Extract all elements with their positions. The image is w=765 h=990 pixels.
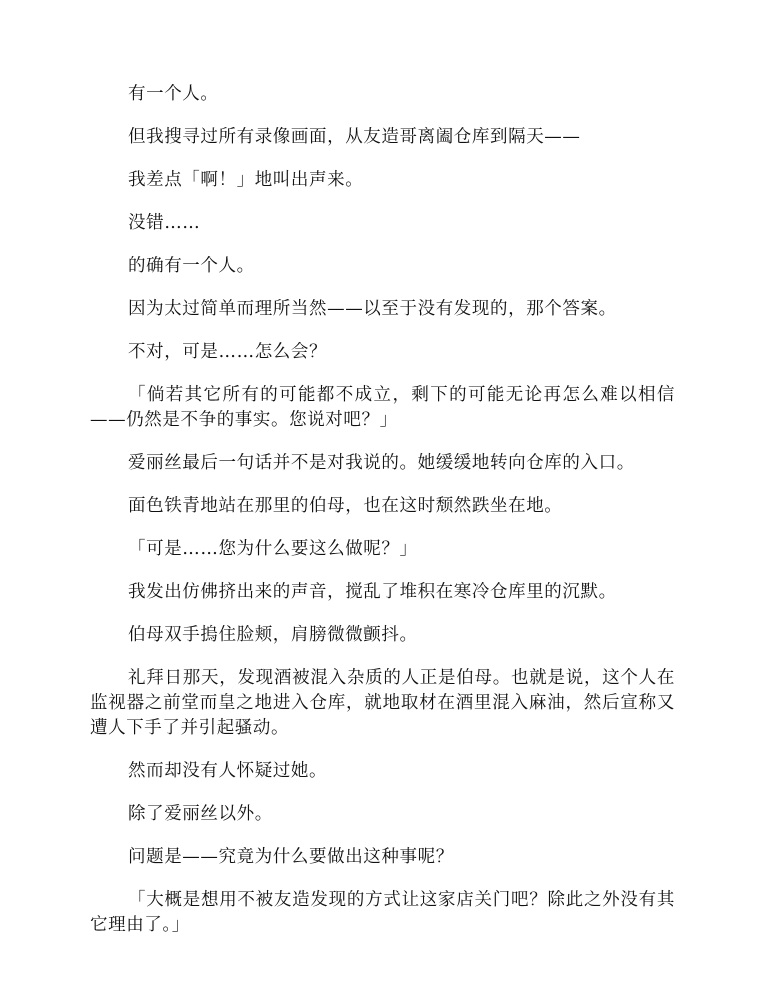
paragraph: 「倘若其它所有的可能都不成立，剩下的可能无论再怎么难以相信——仍然是不争的事实。您说对吧？」 [90, 385, 675, 430]
paragraph: 没错…… [128, 213, 201, 233]
paragraph: 「大概是想用不被友造发现的方式让这家店关门吧？除此之外没有其它理由了。」 [90, 890, 675, 935]
paragraph: 但我搜寻过所有录像画面，从友造哥离阖仓库到隔天—— [128, 127, 581, 147]
paragraph: 有一个人。 [128, 84, 219, 104]
paragraph: 礼拜日那天，发现酒被混入杂质的人正是伯母。也就是说，这个人在监视器之前堂而皇之地进入仓库，就地取材在酒里混入麻油，然后宣称又遭人下手了并引起骚动。 [90, 668, 675, 738]
text-column [90, 82, 675, 956]
paragraph: 不对，可是……怎么会？ [128, 342, 328, 362]
paragraph: 「可是……您为什么要这么做呢？」 [128, 539, 418, 559]
paragraph: 我发出仿佛挤出来的声音，搅乱了堆积在寒冷仓库里的沉默。 [128, 582, 617, 602]
paragraph: 除了爱丽丝以外。 [128, 804, 273, 824]
paragraph: 问题是——究竟为什么要做出这种事呢？ [128, 847, 454, 867]
paragraph: 我差点「啊！」地叫出声来。 [128, 170, 364, 190]
paragraph: 爱丽丝最后一句话并不是对我说的。她缓缓地转向仓库的入口。 [128, 453, 635, 473]
paragraph: 然而却没有人怀疑过她。 [128, 761, 328, 781]
paragraph: 因为太过简单而理所当然——以至于没有发现的，那个答案。 [128, 299, 617, 319]
paragraph: 的确有一个人。 [128, 256, 255, 276]
paragraph: 面色铁青地站在那里的伯母，也在这时颓然跌坐在地。 [128, 496, 563, 516]
paragraph: 伯母双手摀住脸颊，肩膀微微颤抖。 [128, 625, 418, 645]
